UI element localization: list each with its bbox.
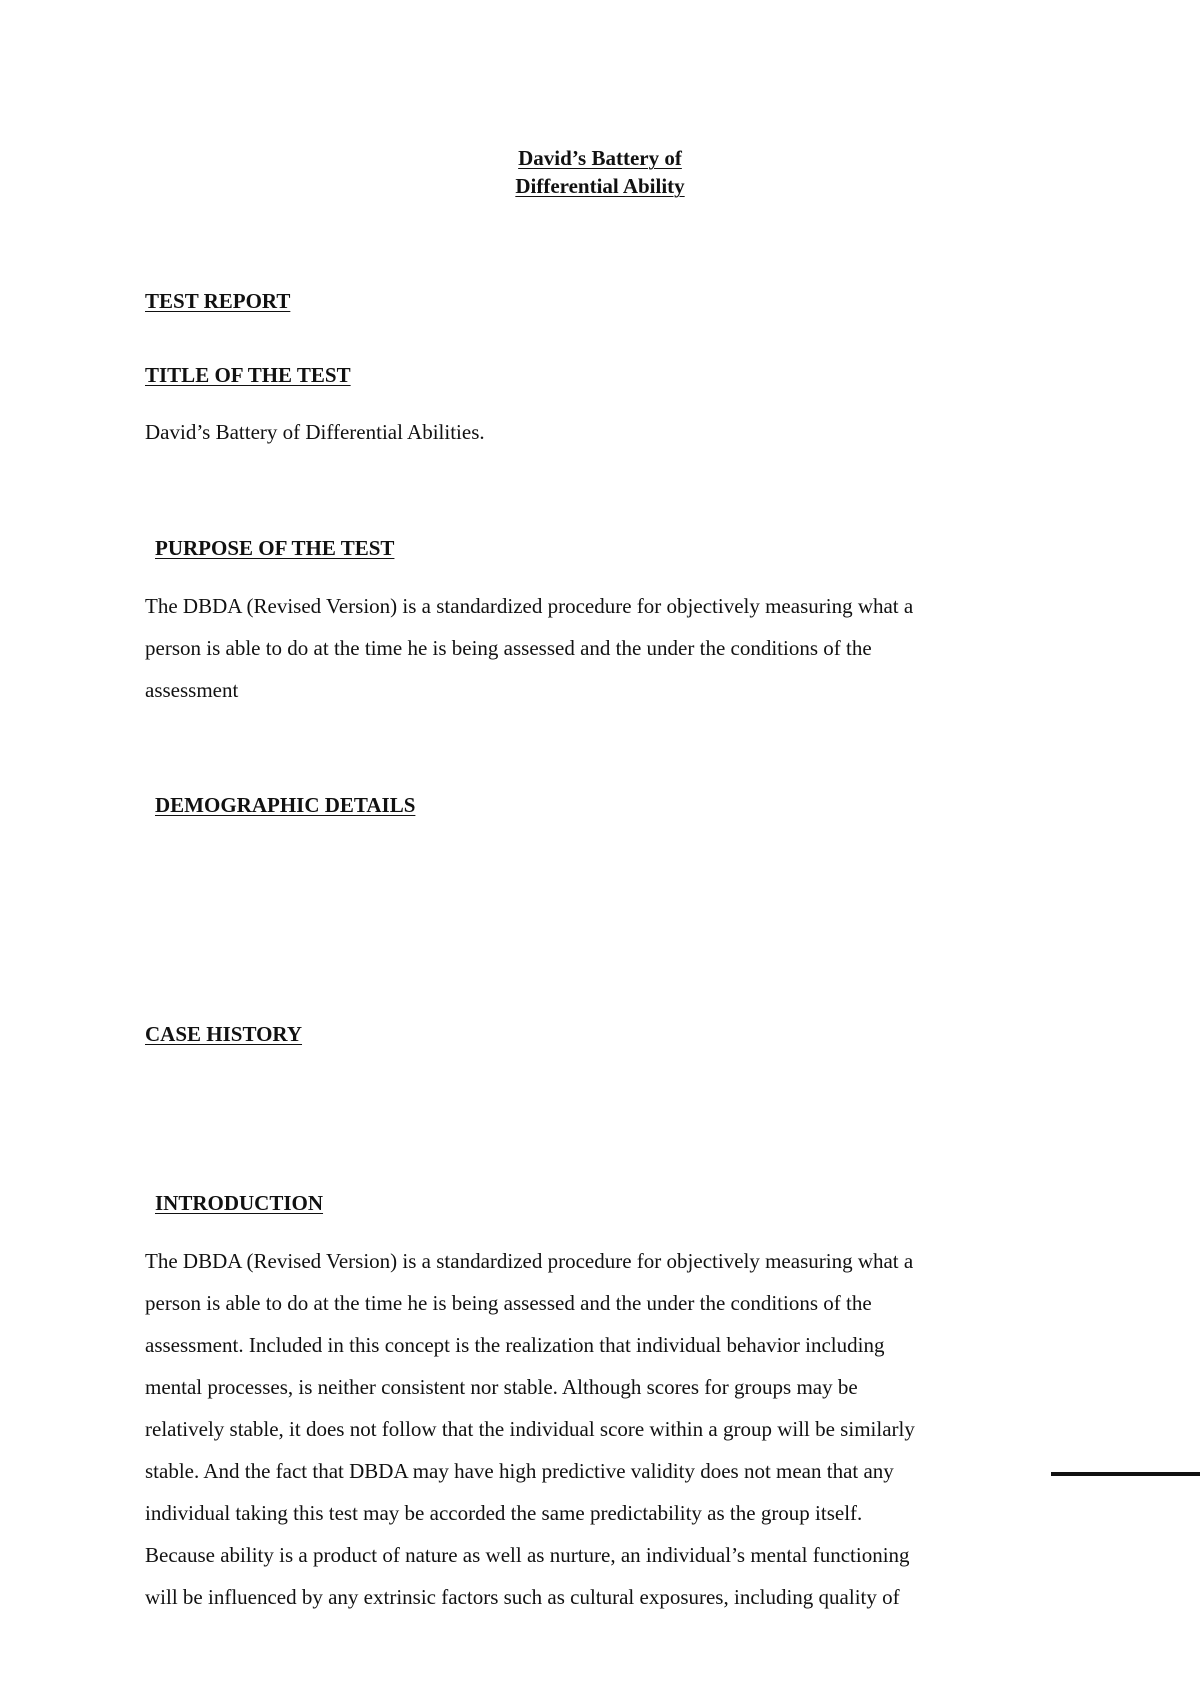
introduction-line: person is able to do at the time he is being assessed and the under the conditions of the xyxy=(145,1291,872,1315)
title-of-test-text xyxy=(145,411,1045,453)
introduction-line: mental processes, is neither consistent nor stable. Although scores for groups may be xyxy=(145,1375,858,1399)
demographic-details-heading: DEMOGRAPHIC DETAILS xyxy=(155,793,416,817)
introduction-heading: INTRODUCTION xyxy=(155,1191,324,1215)
introduction-line: individual taking this test may be accorded the same predictability as the group itself. xyxy=(145,1501,863,1525)
document-title xyxy=(0,144,1200,200)
introduction-paragraph xyxy=(145,1240,1045,1618)
margin-rule-line xyxy=(1051,1472,1200,1476)
title-of-test-heading: TITLE OF THE TEST xyxy=(145,363,351,387)
purpose-line: The DBDA (Revised Version) is a standardized procedure for objectively measuring what a xyxy=(145,594,914,618)
introduction-line: Because ability is a product of nature as well as nurture, an individual’s mental functioning xyxy=(145,1543,910,1567)
introduction-line: relatively stable, it does not follow that the individual score within a group will be similarly xyxy=(145,1417,915,1441)
title-of-test-line: David’s Battery of Differential Abilities. xyxy=(145,420,485,444)
document-title-line-2: Differential Ability xyxy=(515,174,685,198)
introduction-line: will be influenced by any extrinsic factors such as cultural exposures, including quality of xyxy=(145,1585,900,1609)
document-title-line-1: David’s Battery of xyxy=(518,146,682,170)
introduction-line: stable. And the fact that DBDA may have high predictive validity does not mean that any xyxy=(145,1459,894,1483)
purpose-line: assessment xyxy=(145,678,239,702)
purpose-line: person is able to do at the time he is being assessed and the under the conditions of the xyxy=(145,636,872,660)
test-report-heading: TEST REPORT xyxy=(145,289,291,313)
introduction-line: The DBDA (Revised Version) is a standardized procedure for objectively measuring what a xyxy=(145,1249,914,1273)
introduction-line: assessment. Included in this concept is the realization that individual behavior including xyxy=(145,1333,885,1357)
case-history-heading: CASE HISTORY xyxy=(145,1022,303,1046)
purpose-paragraph xyxy=(145,585,1045,711)
purpose-heading: PURPOSE OF THE TEST xyxy=(155,536,395,560)
